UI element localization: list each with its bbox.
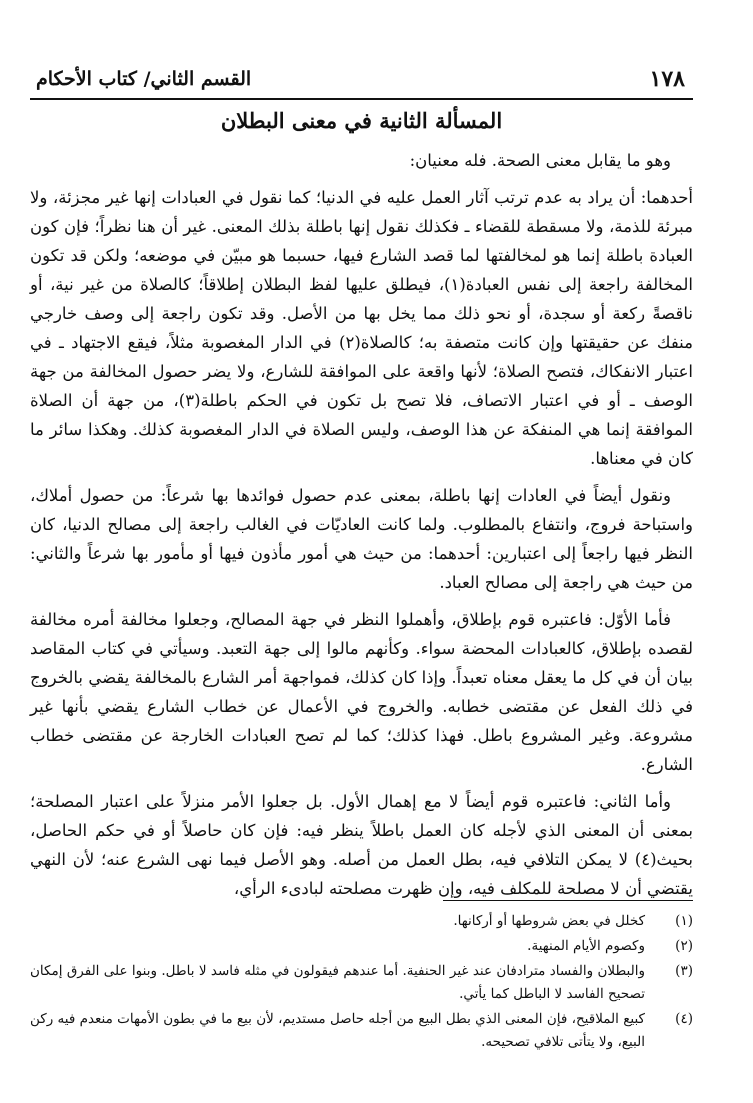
footnote-text: كخلل في بعض شروطها أو أركانها. [453,913,645,929]
footnote-number: (٤) [675,1011,693,1027]
page-number: ١٧٨ [649,66,685,92]
footnote-text: كبيع الملاقيح، فإن المعنى الذي بطل البيع من أجله حاصل مستديم، لأن بيع ما في بطون الأمهات منعدم فيه ركن البيع، ولا يتأتى تلافي تصحيحه. [30,1011,645,1050]
body-text [30,146,693,911]
footnote [30,1008,693,1054]
footnote-divider [443,900,693,901]
footnote-text: والبطلان والفساد مترادفان عند غير الحنفية. أما عندهم فيقولون في مثله فاسد لا باطل. وبنوا على الفرق إمكان تصحيح الفاسد لا الباطل كما يأتي. [30,963,645,1002]
paragraph: وأما الثاني: فاعتبره قوم أيضاً لا مع إهمال الأول. بل جعلوا الأمر منزلاً على اعتبار المصلحة؛ بمعنى أن المعنى الذي لأجله كان العمل باطلاً ينظر فيه: فإن كان حاصلاً أو في حكم الحاصل، بحيث(٤) لا يمكن التلافي فيه، بطل العمل من أصله. وهو الأصل فيما نهى الشرع عنه؛ لأن النهي يقتضي أن لا مصلحة للمكلف فيه، وإن ظهرت مصلحته لبادىء الرأي، [30,792,693,898]
page-header [30,62,693,100]
footnote-number: (٣) [675,963,693,979]
footnote-number: (٢) [675,938,693,954]
footnote-text: وكصوم الأيام المنهية. [527,938,645,954]
footnotes [30,910,693,1056]
footnote-number: (١) [675,913,693,929]
running-title: القسم الثاني/ كتاب الأحكام [36,68,252,90]
paragraph: وهو ما يقابل معنى الصحة. فله معنيان: [409,151,671,170]
paragraph: ونقول أيضاً في العادات إنها باطلة، بمعنى عدم حصول فوائدها بها شرعاً: من حصول أملاك، واستباحة فروج، وانتفاع بالمطلوب. ولما كانت العاديّات في الغالب راجعة إلى مصالح الدنيا، كان النظر فيها راجعاً إلى اعتبارين: أحدهما: من حيث هي أمور مأذون فيها أو مأمور بها شرعاً والثاني: من حيث هي راجعة إلى مصالح العباد. [30,486,693,592]
footnote [30,960,693,1006]
footnote [30,935,693,958]
footnote [30,910,693,933]
paragraph: أحدهما: أن يراد به عدم ترتب آثار العمل عليه في الدنيا؛ كما نقول في العبادات إنها غير مجزئة، ولا مبرئة للذمة، ولا مسقطة للقضاء ـ فكذلك نقول إنها باطلة بذلك المعنى. غير أن هنا نظراً؛ فإن كون العبادة باطلة إنما هو لمخالفتها لما قصد الشارع فيها، حسبما هو مبيّن في موضعه؛ ولكن قد تكون المخالفة راجعة إلى نفس العبادة(١)، فيطلق عليها لفظ البطلان إطلاقاً؛ كالصلاة من غير نية، أو ناقصةً ركعة أو سجدة، أو نحو ذلك مما يخل بها من الأصل. وقد تكون راجعة إلى وصف خارجي منفك عن حقيقتها وإن كانت متصفة به؛ كالصلاة(٢) في الدار المغصوبة مثلاً، فيقع الاجتهاد ـ في اعتبار الانفكاك، فتصح الصلاة؛ لأنها واقعة على الموافقة للشارع، ولا يضر حصول المخالفة من جهة الوصف ـ أو في اعتبار الاتصاف، فلا تصح بل تكون في الحكم باطلة(٣)، من جهة أن الصلاة الموافقة إنما هي المنفكة عن هذا الوصف، وليس الصلاة في الدار المغصوبة كذلك. وهكذا سائر ما كان في معناها. [30,188,694,468]
paragraph: فأما الأوّل: فاعتبره قوم بإطلاق، وأهملوا النظر في جهة المصالح، وجعلوا مخالفة أمره مخالفة لقصده بإطلاق، كالعبادات المحضة سواء. وكأنهم مالوا إلى جهة التعبد. وسيأتي في كتاب المقاصد بيان أن في كل ما يعقل معناه تعبداً. وإذا كان كذلك، فمواجهة أمر الشارع بالمخالفة يقضي بالخروج في ذلك الفعل عن مقتضى خطابه. والخروج في الأعمال عن خطاب الشارع يقضي بأنها غير مشروعة. وغير المشروع باطل. فهذا كذلك؛ كما لم تصح العبادات الخارجة عن مقتضى خطاب الشارع. [30,610,693,774]
section-title: المسألة الثانية في معنى البطلان [220,108,503,133]
